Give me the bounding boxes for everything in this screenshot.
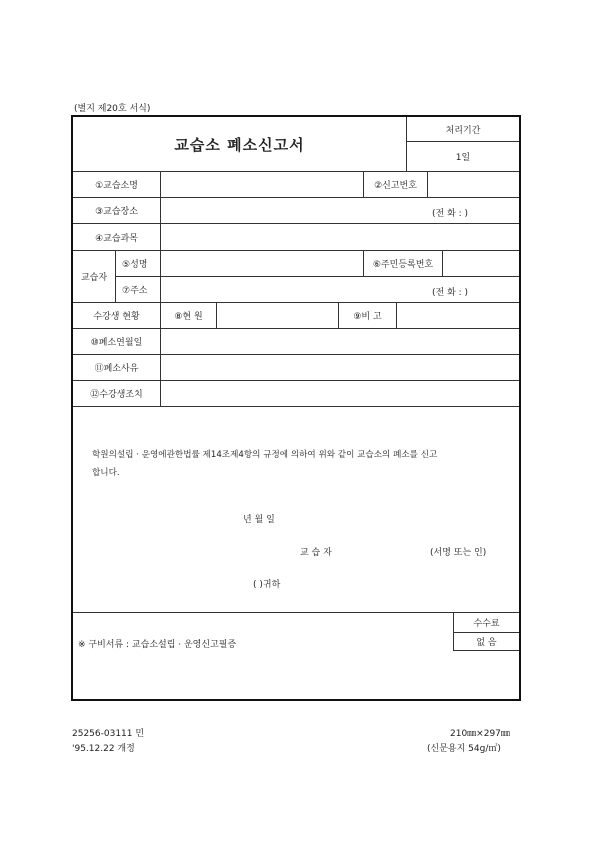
report-number-input[interactable] [428,172,519,197]
remarks-input[interactable] [397,303,519,328]
field-label-report-number: ②신고번호 [374,181,417,191]
form-number-label: (별지 제20호 서식) [74,104,151,114]
field-label-location: ③교습장소 [95,207,138,217]
address-phone: (전 화 : ) [432,288,469,298]
outer-border-bottom [71,699,521,701]
field-label-instructor-name: ⑤성명 [122,260,148,270]
field-label-student-measures: ⑫수강생조치 [90,390,143,400]
fee-value: 없 음 [476,638,497,648]
declaration-text-line1: 학원의설립 · 운영에관한법률 제14조제4항의 규정에 의하여 위와 같이 교습소의 폐소를 신고 [92,450,438,460]
footer-paper: (신문용지 54g/㎡) [427,744,501,754]
fee-divider [453,650,519,651]
location-phone: (전 화 : ) [432,209,469,219]
field-label-remarks: ⑨비 고 [353,312,382,322]
attachments-note: ※ 구비서류 : 교습소설립 · 운영신고필증 [78,640,237,650]
student-measures-input[interactable] [161,381,519,406]
field-label-address: ⑦주소 [122,286,148,296]
declaration-text-line2: 합니다. [92,468,120,478]
name-input[interactable] [161,172,363,197]
field-label-name: ①교습소명 [95,181,138,191]
fee-label: 수수료 [473,619,500,629]
footer-code: 25256-03111 민 [72,729,145,739]
addressee-label: ( )귀하 [253,580,281,590]
declaration-date: 년 월 일 [243,515,275,525]
field-label-closure-date: ⑩폐소연월일 [90,338,143,348]
current-input[interactable] [217,303,338,328]
signature-label: (서명 또는 인) [430,548,487,558]
field-label-enrollment-status: 수강생 현황 [93,312,140,322]
field-label-closure-reason: ⑪폐소사유 [94,364,139,374]
field-label-resident-number: ⑥주민등록번호 [372,260,434,270]
field-label-current: ⑧현 원 [174,312,203,322]
subject-input[interactable] [161,224,519,250]
footer-size: 210㎜×297㎜ [450,729,510,739]
footer-revision: '95.12.22 개정 [72,744,135,754]
closure-reason-input[interactable] [161,355,519,380]
field-label-subject: ④교습과목 [95,233,138,244]
instructor-group-label: 교습자 [80,273,108,283]
form-title: 교습소 폐소신고서 [174,135,305,154]
processing-period-value: 1일 [455,153,471,163]
instructor-name-input[interactable] [161,251,363,276]
row-line [73,406,519,407]
resident-number-input[interactable] [443,251,519,276]
closure-date-input[interactable] [161,329,519,354]
applicant-label: 교 습 자 [300,548,332,558]
processing-period-label: 처리기간 [445,125,481,136]
outer-border-right [519,115,521,701]
